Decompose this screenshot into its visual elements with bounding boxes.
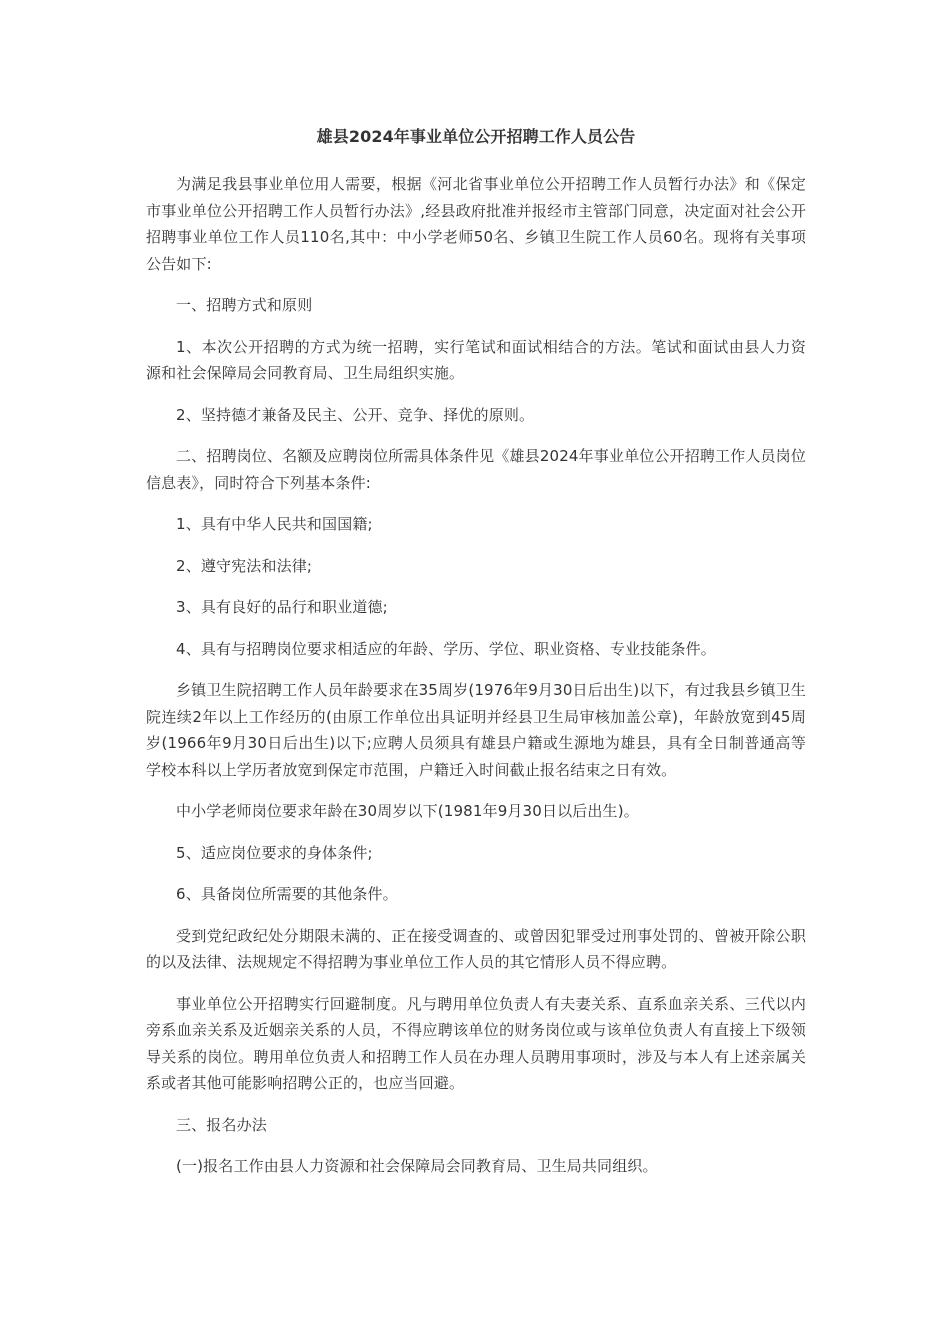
paragraph-intro: 为满足我县事业单位用人需要，根据《河北省事业单位公开招聘工作人员暂行办法》和《保定市事业单位公开招聘工作人员暂行办法》,经县政府批准并报经市主管部门同意，决定面对社会公开招聘事业单位工作人员110名,其中：中小学老师50名、乡镇卫生院工作人员60名。现将有关事项公告如下: [146,175,806,273]
condition-item-5: 5、适应岗位要求的身体条件; [176,843,373,862]
section-heading-recruitment-method: 一、招聘方式和原则 [176,296,313,314]
condition-item-6: 6、具备岗位所需要的其他条件。 [176,885,398,903]
paragraph-health-center-age: 乡镇卫生院招聘工作人员年龄要求在35周岁(1976年9月30日后出生)以下，有过我县乡镇卫生院连续2年以上工作经历的(由原工作单位出具证明并经县卫生局审核加盖公章)，年龄放宽到45周岁(1966年9月30日后出生)以下;应聘人员须具有雄县户籍或生源地为雄县，具有全日制普通高等学校本科以上学历者放宽到保定市范围，户籍迁入时间截止报名结束之日有效。 [146,681,806,779]
paragraph-method-2: 2、坚持德才兼备及民主、公开、竞争、择优的原则。 [176,405,535,424]
paragraph-teacher-age: 中小学老师岗位要求年龄在30周岁以下(1981年9月30日以后出生)。 [176,802,639,820]
document-title: 雄县2024年事业单位公开招聘工作人员公告 [316,127,636,146]
condition-item-3: 3、具有良好的品行和职业道德; [176,598,388,616]
paragraph-avoidance: 事业单位公开招聘实行回避制度。凡与聘用单位负责人有夫妻关系、直系血亲关系、三代以内旁系血亲关系及近姻亲关系的人员，不得应聘该单位的财务岗位或与该单位负责人有直接上下级领导关系的岗位。聘用单位负责人和招聘工作人员在办理人员聘用事项时，涉及与本人有上述亲属关系或者其他可能影响招聘公正的，也应当回避。 [146,994,806,1092]
section-heading-registration: 三、报名办法 [176,1115,267,1134]
paragraph-registration-1: (一)报名工作由县人力资源和社会保障局会同教育局、卫生局共同组织。 [176,1157,658,1175]
condition-item-1: 1、具有中华人民共和国国籍; [176,515,373,533]
paragraph-method-1: 1、本次公开招聘的方式为统一招聘，实行笔试和面试相结合的方法。笔试和面试由县人力资源和社会保障局会同教育局、卫生局组织实施。 [146,337,806,382]
paragraph-exclusions: 受到党纪政纪处分期限未满的、正在接受调查的、或曾因犯罪受过刑事处罚的、曾被开除公职的以及法律、法规规定不得招聘为事业单位工作人员的其它情形人员不得应聘。 [146,926,806,971]
document-body [146,124,806,1195]
condition-item-2: 2、遵守宪法和法律; [176,556,313,575]
section-heading-positions: 二、招聘岗位、名额及应聘岗位所需具体条件见《雄县2024年事业单位公开招聘工作人员岗位信息表》，同时符合下列基本条件: [146,447,806,492]
condition-item-4: 4、具有与招聘岗位要求相适应的年龄、学历、学位、职业资格、专业技能条件。 [176,639,716,658]
